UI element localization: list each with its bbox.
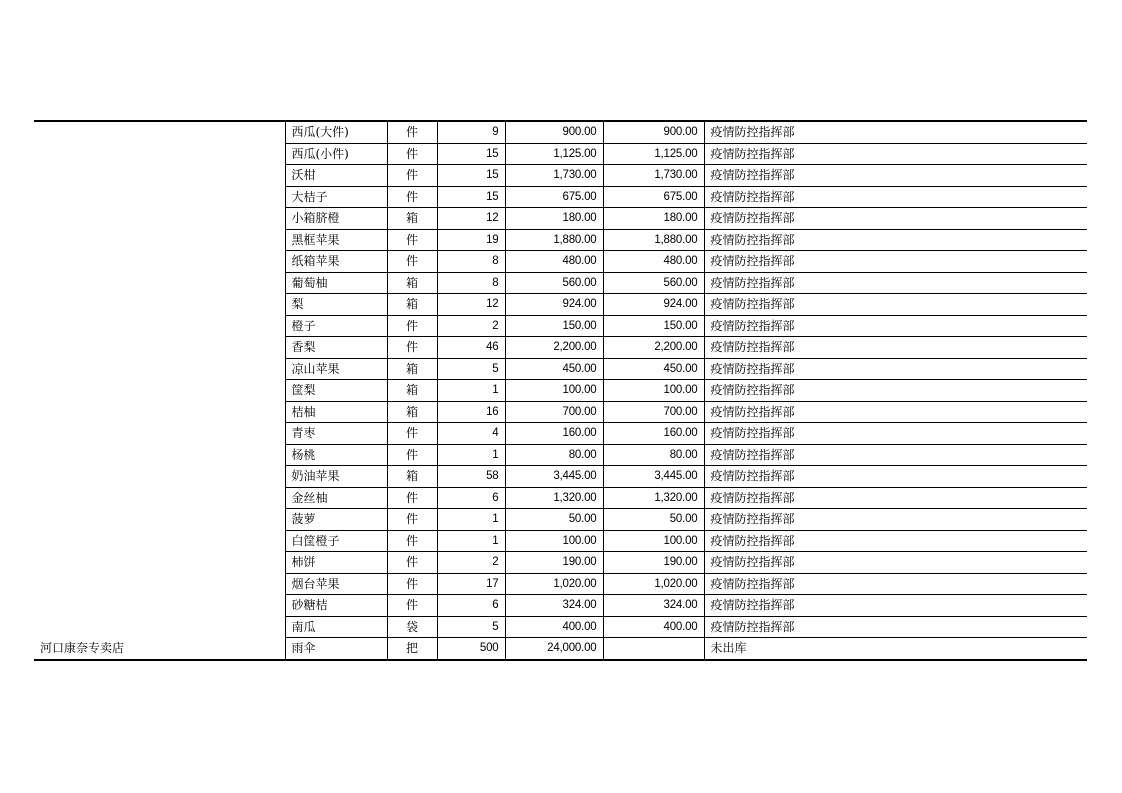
store-name-cell (34, 208, 285, 230)
store-name-cell (34, 530, 285, 552)
store-name-cell (34, 186, 285, 208)
quantity-cell: 6 (437, 595, 505, 617)
store-name-cell (34, 272, 285, 294)
remark-cell: 疫情防控指挥部 (704, 616, 1087, 638)
store-name-cell (34, 294, 285, 316)
item-name-cell: 烟台苹果 (285, 573, 387, 595)
table-row (34, 595, 1087, 617)
store-name-cell (34, 509, 285, 531)
remark-cell: 疫情防控指挥部 (704, 423, 1087, 445)
amount-cell: 1,125.00 (603, 143, 704, 165)
item-name-cell: 南瓜 (285, 616, 387, 638)
quantity-cell: 12 (437, 294, 505, 316)
price-cell: 400.00 (505, 616, 603, 638)
table-row (34, 616, 1087, 638)
table-row (34, 272, 1087, 294)
remark-cell: 疫情防控指挥部 (704, 444, 1087, 466)
remark-cell: 疫情防控指挥部 (704, 251, 1087, 273)
store-name-cell (34, 229, 285, 251)
amount-cell: 1,020.00 (603, 573, 704, 595)
unit-cell: 件 (387, 165, 437, 187)
store-name-cell (34, 595, 285, 617)
amount-cell: 560.00 (603, 272, 704, 294)
table-row (34, 423, 1087, 445)
amount-cell: 450.00 (603, 358, 704, 380)
unit-cell: 箱 (387, 466, 437, 488)
quantity-cell: 2 (437, 552, 505, 574)
remark-cell: 疫情防控指挥部 (704, 487, 1087, 509)
table-row (34, 143, 1087, 165)
quantity-cell: 5 (437, 616, 505, 638)
quantity-cell: 2 (437, 315, 505, 337)
store-name-cell (34, 444, 285, 466)
item-name-cell: 纸箱苹果 (285, 251, 387, 273)
item-name-cell: 菠萝 (285, 509, 387, 531)
price-cell: 1,125.00 (505, 143, 603, 165)
price-cell: 675.00 (505, 186, 603, 208)
quantity-cell: 9 (437, 121, 505, 143)
amount-cell: 1,880.00 (603, 229, 704, 251)
remark-cell: 疫情防控指挥部 (704, 186, 1087, 208)
unit-cell: 箱 (387, 380, 437, 402)
unit-cell: 件 (387, 444, 437, 466)
remark-cell: 疫情防控指挥部 (704, 380, 1087, 402)
item-name-cell: 香梨 (285, 337, 387, 359)
unit-cell: 箱 (387, 208, 437, 230)
table-row (34, 315, 1087, 337)
unit-cell: 件 (387, 337, 437, 359)
table-row (34, 638, 1087, 660)
quantity-cell: 1 (437, 444, 505, 466)
store-name-cell (34, 121, 285, 143)
table-row (34, 401, 1087, 423)
table-row (34, 121, 1087, 143)
price-cell: 180.00 (505, 208, 603, 230)
table-row (34, 444, 1087, 466)
price-cell: 924.00 (505, 294, 603, 316)
table-row (34, 530, 1087, 552)
amount-cell: 900.00 (603, 121, 704, 143)
remark-cell: 疫情防控指挥部 (704, 401, 1087, 423)
price-cell: 1,020.00 (505, 573, 603, 595)
price-cell: 100.00 (505, 530, 603, 552)
table-row (34, 509, 1087, 531)
store-name-cell: 河口康奈专卖店 (34, 638, 285, 660)
store-name-cell (34, 573, 285, 595)
table-row (34, 573, 1087, 595)
item-name-cell: 白筐橙子 (285, 530, 387, 552)
remark-cell: 疫情防控指挥部 (704, 272, 1087, 294)
remark-cell: 疫情防控指挥部 (704, 143, 1087, 165)
quantity-cell: 5 (437, 358, 505, 380)
unit-cell: 件 (387, 186, 437, 208)
quantity-cell: 15 (437, 143, 505, 165)
remark-cell: 疫情防控指挥部 (704, 530, 1087, 552)
amount-cell: 190.00 (603, 552, 704, 574)
amount-cell: 50.00 (603, 509, 704, 531)
quantity-cell: 17 (437, 573, 505, 595)
price-cell: 80.00 (505, 444, 603, 466)
item-name-cell: 葡萄柚 (285, 272, 387, 294)
price-cell: 190.00 (505, 552, 603, 574)
unit-cell: 件 (387, 552, 437, 574)
unit-cell: 把 (387, 638, 437, 660)
store-name-cell (34, 358, 285, 380)
price-cell: 700.00 (505, 401, 603, 423)
unit-cell: 件 (387, 573, 437, 595)
quantity-cell: 1 (437, 380, 505, 402)
amount-cell: 150.00 (603, 315, 704, 337)
item-name-cell: 金丝柚 (285, 487, 387, 509)
table-row (34, 487, 1087, 509)
price-cell: 560.00 (505, 272, 603, 294)
table-row (34, 165, 1087, 187)
quantity-cell: 16 (437, 401, 505, 423)
unit-cell: 件 (387, 509, 437, 531)
store-name-cell (34, 251, 285, 273)
store-name-cell (34, 616, 285, 638)
price-cell: 100.00 (505, 380, 603, 402)
store-name-cell (34, 401, 285, 423)
unit-cell: 箱 (387, 272, 437, 294)
unit-cell: 箱 (387, 401, 437, 423)
item-name-cell: 桔柚 (285, 401, 387, 423)
quantity-cell: 58 (437, 466, 505, 488)
quantity-cell: 1 (437, 530, 505, 552)
unit-cell: 件 (387, 595, 437, 617)
remark-cell: 疫情防控指挥部 (704, 552, 1087, 574)
amount-cell: 2,200.00 (603, 337, 704, 359)
remark-cell: 疫情防控指挥部 (704, 121, 1087, 143)
amount-cell: 1,320.00 (603, 487, 704, 509)
price-cell: 324.00 (505, 595, 603, 617)
price-cell: 900.00 (505, 121, 603, 143)
remark-cell: 疫情防控指挥部 (704, 229, 1087, 251)
price-cell: 3,445.00 (505, 466, 603, 488)
item-name-cell: 沃柑 (285, 165, 387, 187)
amount-cell: 400.00 (603, 616, 704, 638)
unit-cell: 袋 (387, 616, 437, 638)
remark-cell: 疫情防控指挥部 (704, 208, 1087, 230)
amount-cell: 675.00 (603, 186, 704, 208)
unit-cell: 件 (387, 229, 437, 251)
item-name-cell: 梨 (285, 294, 387, 316)
remark-cell: 疫情防控指挥部 (704, 573, 1087, 595)
amount-cell: 3,445.00 (603, 466, 704, 488)
unit-cell: 件 (387, 251, 437, 273)
donation-table (34, 120, 1087, 661)
item-name-cell: 黑框苹果 (285, 229, 387, 251)
store-name-cell (34, 487, 285, 509)
item-name-cell: 西瓜(小件) (285, 143, 387, 165)
unit-cell: 件 (387, 423, 437, 445)
price-cell: 1,730.00 (505, 165, 603, 187)
quantity-cell: 8 (437, 251, 505, 273)
amount-cell: 924.00 (603, 294, 704, 316)
item-name-cell: 柿饼 (285, 552, 387, 574)
quantity-cell: 4 (437, 423, 505, 445)
unit-cell: 件 (387, 487, 437, 509)
unit-cell: 件 (387, 530, 437, 552)
price-cell: 2,200.00 (505, 337, 603, 359)
table-row (34, 186, 1087, 208)
amount-cell: 100.00 (603, 380, 704, 402)
remark-cell: 疫情防控指挥部 (704, 315, 1087, 337)
price-cell: 1,320.00 (505, 487, 603, 509)
amount-cell: 1,730.00 (603, 165, 704, 187)
table-row (34, 466, 1087, 488)
quantity-cell: 1 (437, 509, 505, 531)
table-row (34, 208, 1087, 230)
unit-cell: 箱 (387, 294, 437, 316)
price-cell: 1,880.00 (505, 229, 603, 251)
table-row (34, 358, 1087, 380)
amount-cell (603, 638, 704, 660)
item-name-cell: 西瓜(大件) (285, 121, 387, 143)
quantity-cell: 15 (437, 186, 505, 208)
quantity-cell: 500 (437, 638, 505, 660)
item-name-cell: 砂糖桔 (285, 595, 387, 617)
amount-cell: 700.00 (603, 401, 704, 423)
amount-cell: 324.00 (603, 595, 704, 617)
remark-cell: 疫情防控指挥部 (704, 337, 1087, 359)
table-row (34, 294, 1087, 316)
table-row (34, 251, 1087, 273)
price-cell: 160.00 (505, 423, 603, 445)
amount-cell: 100.00 (603, 530, 704, 552)
item-name-cell: 杨桃 (285, 444, 387, 466)
quantity-cell: 6 (437, 487, 505, 509)
item-name-cell: 雨伞 (285, 638, 387, 660)
price-cell: 50.00 (505, 509, 603, 531)
unit-cell: 箱 (387, 358, 437, 380)
unit-cell: 件 (387, 315, 437, 337)
remark-cell: 疫情防控指挥部 (704, 466, 1087, 488)
store-name-cell (34, 143, 285, 165)
quantity-cell: 12 (437, 208, 505, 230)
table-row (34, 337, 1087, 359)
quantity-cell: 46 (437, 337, 505, 359)
amount-cell: 180.00 (603, 208, 704, 230)
store-name-cell (34, 315, 285, 337)
amount-cell: 480.00 (603, 251, 704, 273)
item-name-cell: 小箱脐橙 (285, 208, 387, 230)
amount-cell: 80.00 (603, 444, 704, 466)
remark-cell: 疫情防控指挥部 (704, 294, 1087, 316)
unit-cell: 件 (387, 143, 437, 165)
item-name-cell: 奶油苹果 (285, 466, 387, 488)
price-cell: 24,000.00 (505, 638, 603, 660)
table-row (34, 380, 1087, 402)
price-cell: 450.00 (505, 358, 603, 380)
store-name-cell (34, 380, 285, 402)
store-name-cell (34, 466, 285, 488)
remark-cell: 疫情防控指挥部 (704, 358, 1087, 380)
remark-cell: 疫情防控指挥部 (704, 165, 1087, 187)
price-cell: 150.00 (505, 315, 603, 337)
unit-cell: 件 (387, 121, 437, 143)
item-name-cell: 大桔子 (285, 186, 387, 208)
quantity-cell: 8 (437, 272, 505, 294)
quantity-cell: 19 (437, 229, 505, 251)
store-name-cell (34, 337, 285, 359)
item-name-cell: 橙子 (285, 315, 387, 337)
remark-cell: 疫情防控指挥部 (704, 509, 1087, 531)
item-name-cell: 凉山苹果 (285, 358, 387, 380)
item-name-cell: 筐梨 (285, 380, 387, 402)
store-name-cell (34, 552, 285, 574)
quantity-cell: 15 (437, 165, 505, 187)
amount-cell: 160.00 (603, 423, 704, 445)
item-name-cell: 青枣 (285, 423, 387, 445)
remark-cell: 未出库 (704, 638, 1087, 660)
table-row (34, 552, 1087, 574)
remark-cell: 疫情防控指挥部 (704, 595, 1087, 617)
price-cell: 480.00 (505, 251, 603, 273)
table-row (34, 229, 1087, 251)
store-name-cell (34, 165, 285, 187)
store-name-cell (34, 423, 285, 445)
